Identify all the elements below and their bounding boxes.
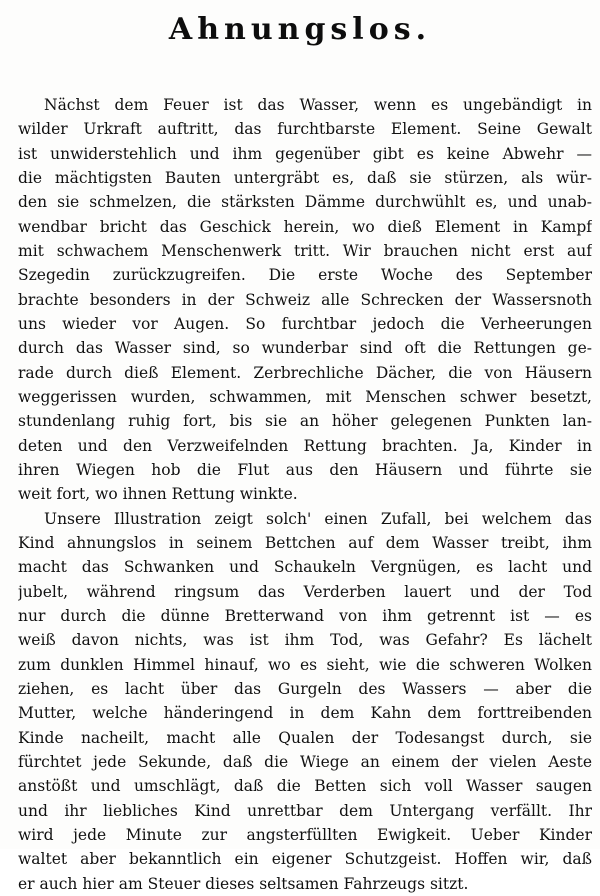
article-body xyxy=(18,93,592,896)
text-line: zum dunklen Himmel hinauf, wo es sieht, wie die schweren Wolken xyxy=(18,655,592,674)
text-line: mit schwachem Menschenwerk tritt. Wir brauchen nicht erst auf xyxy=(18,241,592,260)
text-line: den sie schmelzen, die stärksten Dämme durchwühlt es, und unab- xyxy=(18,193,592,212)
text-line: stundenlang ruhig fort, bis sie an höher gelegenen Punkten lan- xyxy=(18,412,592,431)
text-line: Unsere Illustration zeigt solch' einen Zufall, bei welchem das xyxy=(44,509,592,528)
text-line: und ihr liebliches Kind unrettbar dem Untergang verfällt. Ihr xyxy=(18,801,592,820)
text-line: waltet aber bekanntlich ein eigener Schutzgeist. Hoffen wir, daß xyxy=(18,850,592,869)
text-line: er auch hier am Steuer dieses seltsamen Fahrzeugs sitzt. xyxy=(18,874,469,893)
text-line: jubelt, während ringsum das Verderben lauert und der Tod xyxy=(18,582,592,601)
text-line: deten und den Verzweifelnden Rettung brachten. Ja, Kinder in xyxy=(18,436,592,455)
text-line: wilder Urkraft auftritt, das furchtbarste Element. Seine Gewalt xyxy=(18,120,592,139)
text-line: uns wieder vor Augen. So furchtbar jedoch die Verheerungen xyxy=(18,314,592,333)
text-line: Nächst dem Feuer ist das Wasser, wenn es ungebändigt in xyxy=(44,96,592,114)
text-line: weit fort, wo ihnen Rettung winkte. xyxy=(18,485,298,504)
text-line: fürchtet jede Sekunde, daß die Wiege an einem der vielen Aeste xyxy=(18,752,592,771)
text-line: Mutter, welche händeringend in dem Kahn dem forttreibenden xyxy=(18,704,592,723)
text-line: nur durch die dünne Bretterwand von ihm getrennt ist — es xyxy=(18,606,592,625)
text-line: ist unwiderstehlich und ihm gegenüber gibt es keine Abwehr — xyxy=(18,144,592,163)
text-line: Kind ahnungslos in seinem Bettchen auf dem Wasser treibt, ihm xyxy=(18,533,592,552)
text-line: macht das Schwanken und Schaukeln Vergnügen, es lacht und xyxy=(18,558,592,577)
text-line: weggerissen wurden, schwammen, mit Menschen schwer besetzt, xyxy=(18,387,592,406)
text-line: durch das Wasser sind, so wunderbar sind oft die Rettungen ge- xyxy=(18,339,592,358)
text-line: anstößt und umschlägt, daß die Betten sich voll Wasser saugen xyxy=(18,777,592,796)
text-line: Kinde nacheilt, macht alle Qualen der Todesangst durch, sie xyxy=(18,728,592,747)
text-line: weiß davon nichts, was ist ihm Tod, was Gefahr? Es lächelt xyxy=(18,631,592,650)
text-line: Szegedin zurückzugreifen. Die erste Woche des September xyxy=(18,266,592,285)
text-line: ihren Wiegen hob die Flut aus den Häusern und führte sie xyxy=(18,460,592,479)
text-line: rade durch dieß Element. Zerbrechliche Dächer, die von Häusern xyxy=(18,363,592,382)
text-line: brachte besonders in der Schweiz alle Schrecken der Wassersnoth xyxy=(18,290,592,309)
article-title: Ahnungslos. xyxy=(168,12,432,47)
text-line: wendbar bricht das Geschick herein, wo dieß Element in Kampf xyxy=(18,217,592,236)
text-line: wird jede Minute zur angsterfüllten Ewigkeit. Ueber Kinder xyxy=(18,825,592,844)
text-line: ziehen, es lacht über das Gurgeln des Wassers — aber die xyxy=(18,679,592,698)
text-line: die mächtigsten Bauten untergräbt es, daß sie stürzen, als wür- xyxy=(18,168,592,187)
